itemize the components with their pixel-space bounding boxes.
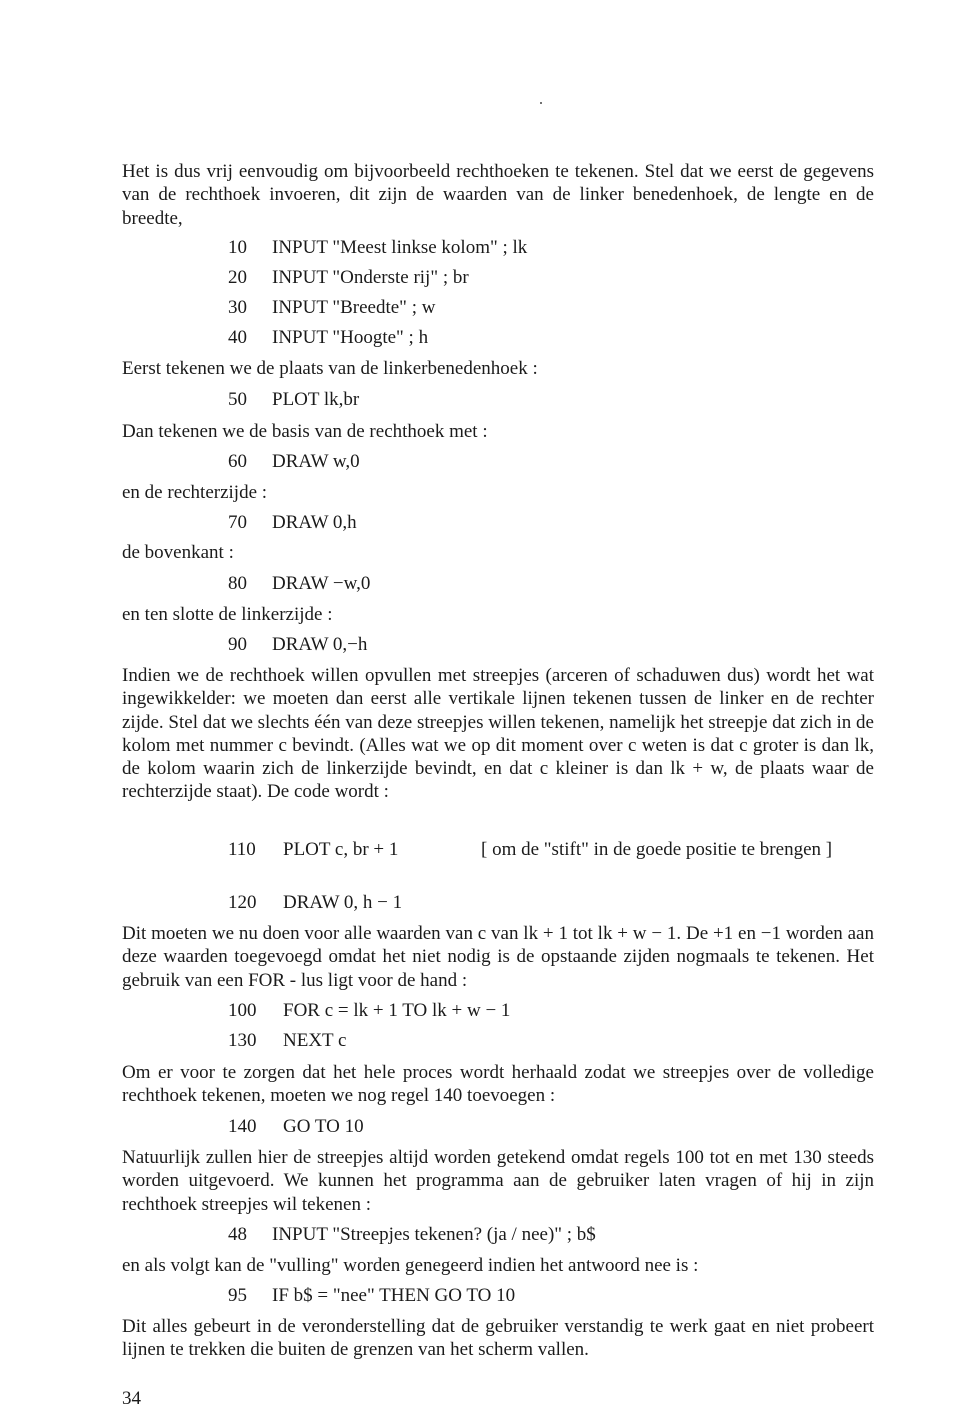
paragraph-natuurlijk: Natuurlijk zullen hier de streepjes altijd worden getekend omdat regels 100 tot en met 130 steeds worden uitgevoerd. We kunnen het programma aan de gebruiker laten vragen of hij in zijn rechthoek streepjes wil tekenen : <box>122 1147 874 1215</box>
code-line-130 <box>228 1029 347 1052</box>
line-number: 30 <box>228 297 247 318</box>
line-number: 50 <box>228 389 247 410</box>
statement: NEXT c <box>283 1030 347 1051</box>
line-number: 95 <box>228 1285 247 1306</box>
statement: PLOT c, br + 1 <box>283 839 399 860</box>
text-linkerbenedenhoek: Eerst tekenen we de plaats van de linkerbenedenhoek : <box>122 358 538 379</box>
statement: DRAW 0,−h <box>272 634 368 655</box>
line-number: 130 <box>228 1030 257 1051</box>
code-line-70 <box>228 511 357 534</box>
statement: DRAW −w,0 <box>272 573 371 594</box>
code-line-50 <box>228 388 359 411</box>
line-number: 20 <box>228 267 247 288</box>
line-number: 60 <box>228 451 247 472</box>
line-number: 70 <box>228 512 247 533</box>
statement: PLOT lk,br <box>272 389 360 410</box>
line-number: 40 <box>228 327 247 348</box>
code-line-120 <box>228 891 402 914</box>
code-line-40 <box>228 326 428 349</box>
code-line-80 <box>228 572 370 595</box>
paragraph-herhalen: Om er voor te zorgen dat het hele proces wordt herhaald zodat we streepjes over de volledige rechthoek tekenen, moeten we nog regel 140 toevoegen : <box>122 1062 874 1107</box>
code-line-10 <box>228 236 527 259</box>
text-linkerzijde: en ten slotte de linkerzijde : <box>122 604 333 625</box>
text-basis: Dan tekenen we de basis van de rechthoek met : <box>122 421 488 442</box>
code-line-60 <box>228 450 360 473</box>
statement: INPUT "Meest linkse kolom" ; lk <box>272 237 528 258</box>
statement: FOR c = lk + 1 TO lk + w − 1 <box>283 1000 511 1021</box>
statement: INPUT "Hoogte" ; h <box>272 327 429 348</box>
paragraph-intro: Het is dus vrij eenvoudig om bijvoorbeeld rechthoeken te tekenen. Stel dat we eerst de gegevens van de rechthoek invoeren, dit zijn de waarden van de linker benedenhoek, de lengte en de breedte, <box>122 161 874 229</box>
text-bovenkant: de bovenkant : <box>122 542 234 563</box>
statement: INPUT "Onderste rij" ; br <box>272 267 469 288</box>
text-vulling: en als volgt kan de "vulling" worden genegeerd indien het antwoord nee is : <box>122 1255 699 1276</box>
statement: DRAW 0, h − 1 <box>283 892 403 913</box>
code-line-90 <box>228 633 367 656</box>
page-number: 34 <box>122 1388 141 1409</box>
text-rechterzijde: en de rechterzijde : <box>122 482 268 503</box>
statement: GO TO 10 <box>283 1116 364 1137</box>
line-number: 120 <box>228 892 257 913</box>
code-line-95 <box>228 1284 515 1307</box>
statement: DRAW 0,h <box>272 512 357 533</box>
paragraph-for-lus: Dit moeten we nu doen voor alle waarden van c van lk + 1 tot lk + w − 1. De +1 en −1 worden aan deze waarden toegevoegd omdat het niet nodig is de opstaande zijden nogmaals te tekenen. Het gebruik van een FOR - lus ligt voor de hand : <box>122 923 874 991</box>
paragraph-opvullen: Indien we de rechthoek willen opvullen met streepjes (arceren of schaduwen dus) wordt het wat ingewikkelder: we moeten dan eerst alle vertikale lijnen tekenen tussen de linker en de rechter zijde. Stel dat we slechts één van deze streepjes willen tekenen, namelijk het streepje dat zich in de kolom met nummer c bevindt. (Alles wat we op dit moment over c weten is dat c groter is dan lk, de kolom waarin zich de linkerzijde bevindt, en dat c kleiner is dan lk + w, de plaats waar de rechterzijde staat). De code wordt : <box>122 665 874 803</box>
line-number: 48 <box>228 1224 247 1245</box>
line-number: 110 <box>228 839 256 860</box>
line-number: 90 <box>228 634 247 655</box>
code-line-30 <box>228 296 435 319</box>
line-number: 140 <box>228 1116 257 1137</box>
line-number: 10 <box>228 237 247 258</box>
statement: INPUT "Breedte" ; w <box>272 297 436 318</box>
code-line-100 <box>228 999 510 1022</box>
code-line-110 <box>228 838 878 861</box>
statement: IF b$ = "nee" THEN GO TO 10 <box>272 1285 516 1306</box>
code-line-48 <box>228 1223 596 1246</box>
comment-note: [ om de "stift" in de goede positie te brengen ] <box>481 839 833 860</box>
code-line-140 <box>228 1115 364 1138</box>
statement: INPUT "Streepjes tekenen? (ja / nee)" ; b$ <box>272 1224 596 1245</box>
statement: DRAW w,0 <box>272 451 360 472</box>
line-number: 80 <box>228 573 247 594</box>
line-number: 100 <box>228 1000 257 1021</box>
code-line-20 <box>228 266 469 289</box>
paragraph-conclusie: Dit alles gebeurt in de veronderstelling dat de gebruiker verstandig te werk gaat en niet probeert lijnen te trekken die buiten de grenzen van het scherm vallen. <box>122 1316 874 1361</box>
print-speck <box>540 102 542 104</box>
